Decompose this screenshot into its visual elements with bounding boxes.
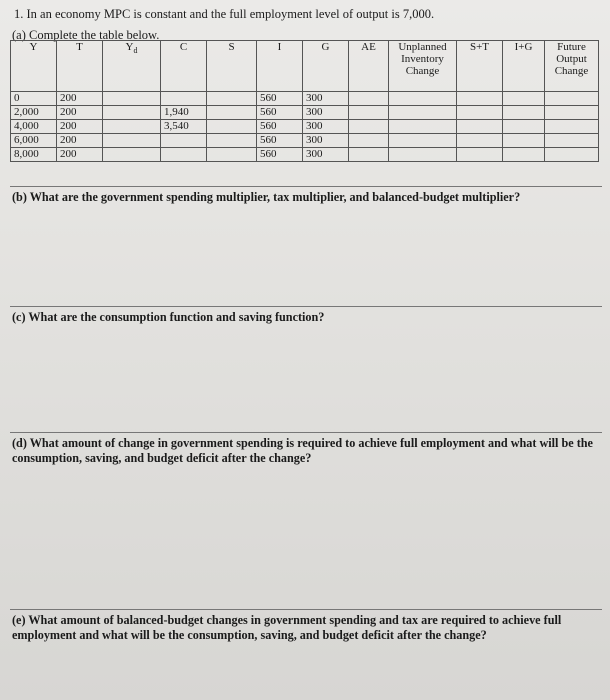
header-c: C: [161, 41, 207, 92]
table-cell: [545, 148, 599, 162]
table-cell: [545, 120, 599, 134]
table-cell: [103, 92, 161, 106]
table-cell: 200: [57, 148, 103, 162]
table-cell: [389, 106, 457, 120]
table-cell: 560: [257, 92, 303, 106]
table-cell: 200: [57, 92, 103, 106]
table-cell: [349, 120, 389, 134]
table-cell: 560: [257, 106, 303, 120]
table-cell: 3,540: [161, 120, 207, 134]
table-cell: [389, 120, 457, 134]
table-cell: [161, 92, 207, 106]
header-yd: $Y_d$: [103, 41, 161, 92]
table-row: [11, 106, 599, 120]
table-cell: 300: [303, 134, 349, 148]
table-cell: [503, 92, 545, 106]
table-cell: [503, 106, 545, 120]
table-cell: 300: [303, 148, 349, 162]
table-cell: 300: [303, 106, 349, 120]
table-cell: [207, 106, 257, 120]
table-row: [11, 134, 599, 148]
part-a-prompt: (a) Complete the table below.: [12, 28, 160, 42]
table-cell: [389, 134, 457, 148]
table-cell: 560: [257, 148, 303, 162]
table-header-row: [11, 41, 599, 92]
table-cell: [207, 148, 257, 162]
table-cell: [103, 106, 161, 120]
part-c-question: (c) What are the consumption function and saving function?: [12, 310, 325, 324]
table-cell: [503, 148, 545, 162]
header-t: T: [57, 41, 103, 92]
table-cell: 6,000: [11, 134, 57, 148]
problem-title: 1. In an economy MPC is constant and the full employment level of output is 7,000.: [14, 7, 435, 21]
table-cell: [503, 134, 545, 148]
table-cell: [349, 134, 389, 148]
header-y: Y: [11, 41, 57, 92]
table-row: [11, 120, 599, 134]
table-cell: [457, 148, 503, 162]
table-cell: [545, 134, 599, 148]
table-cell: [207, 120, 257, 134]
table-cell: [103, 148, 161, 162]
table-cell: [349, 148, 389, 162]
header-future-output: Future Output Change: [545, 41, 599, 92]
table-cell: [545, 92, 599, 106]
table-cell: 300: [303, 120, 349, 134]
economy-table-container: [10, 40, 598, 162]
table-row: [11, 148, 599, 162]
divider: [10, 432, 602, 433]
table-cell: 200: [57, 120, 103, 134]
part-e-question: (e) What amount of balanced-budget changes in government spending and tax are required to achieve full employment and what will be the consumption, saving, and budget deficit after the change?: [12, 613, 562, 642]
table-cell: [161, 148, 207, 162]
economy-table: [10, 40, 599, 162]
header-s-plus-t: S+T: [457, 41, 503, 92]
table-cell: [457, 106, 503, 120]
table-row: [11, 92, 599, 106]
table-cell: 2,000: [11, 106, 57, 120]
header-i-plus-g: I+G: [503, 41, 545, 92]
table-cell: 300: [303, 92, 349, 106]
table-cell: [161, 134, 207, 148]
table-cell: [207, 92, 257, 106]
table-cell: 560: [257, 120, 303, 134]
header-i: I: [257, 41, 303, 92]
part-d-question: (d) What amount of change in government spending is required to achieve full employment and what will be the consumption, saving, and budget deficit after the change?: [12, 436, 593, 465]
table-cell: [103, 134, 161, 148]
table-cell: [457, 134, 503, 148]
header-ae: AE: [349, 41, 389, 92]
divider: [10, 609, 602, 610]
table-cell: [389, 92, 457, 106]
table-cell: 0: [11, 92, 57, 106]
part-b-question: (b) What are the government spending multiplier, tax multiplier, and balanced-budget multiplier?: [12, 190, 521, 204]
table-cell: 200: [57, 134, 103, 148]
table-cell: [103, 120, 161, 134]
table-cell: [503, 120, 545, 134]
header-unplanned-inventory: Unplanned Inventory Change: [389, 41, 457, 92]
table-cell: 8,000: [11, 148, 57, 162]
header-s: S: [207, 41, 257, 92]
divider: [10, 306, 602, 307]
header-g: G: [303, 41, 349, 92]
divider: [10, 186, 602, 187]
table-cell: 4,000: [11, 120, 57, 134]
table-cell: [389, 148, 457, 162]
table-cell: 1,940: [161, 106, 207, 120]
table-cell: [349, 92, 389, 106]
table-cell: [349, 106, 389, 120]
table-cell: 200: [57, 106, 103, 120]
table-cell: [207, 134, 257, 148]
table-cell: [457, 120, 503, 134]
table-cell: 560: [257, 134, 303, 148]
table-cell: [545, 106, 599, 120]
table-cell: [457, 92, 503, 106]
